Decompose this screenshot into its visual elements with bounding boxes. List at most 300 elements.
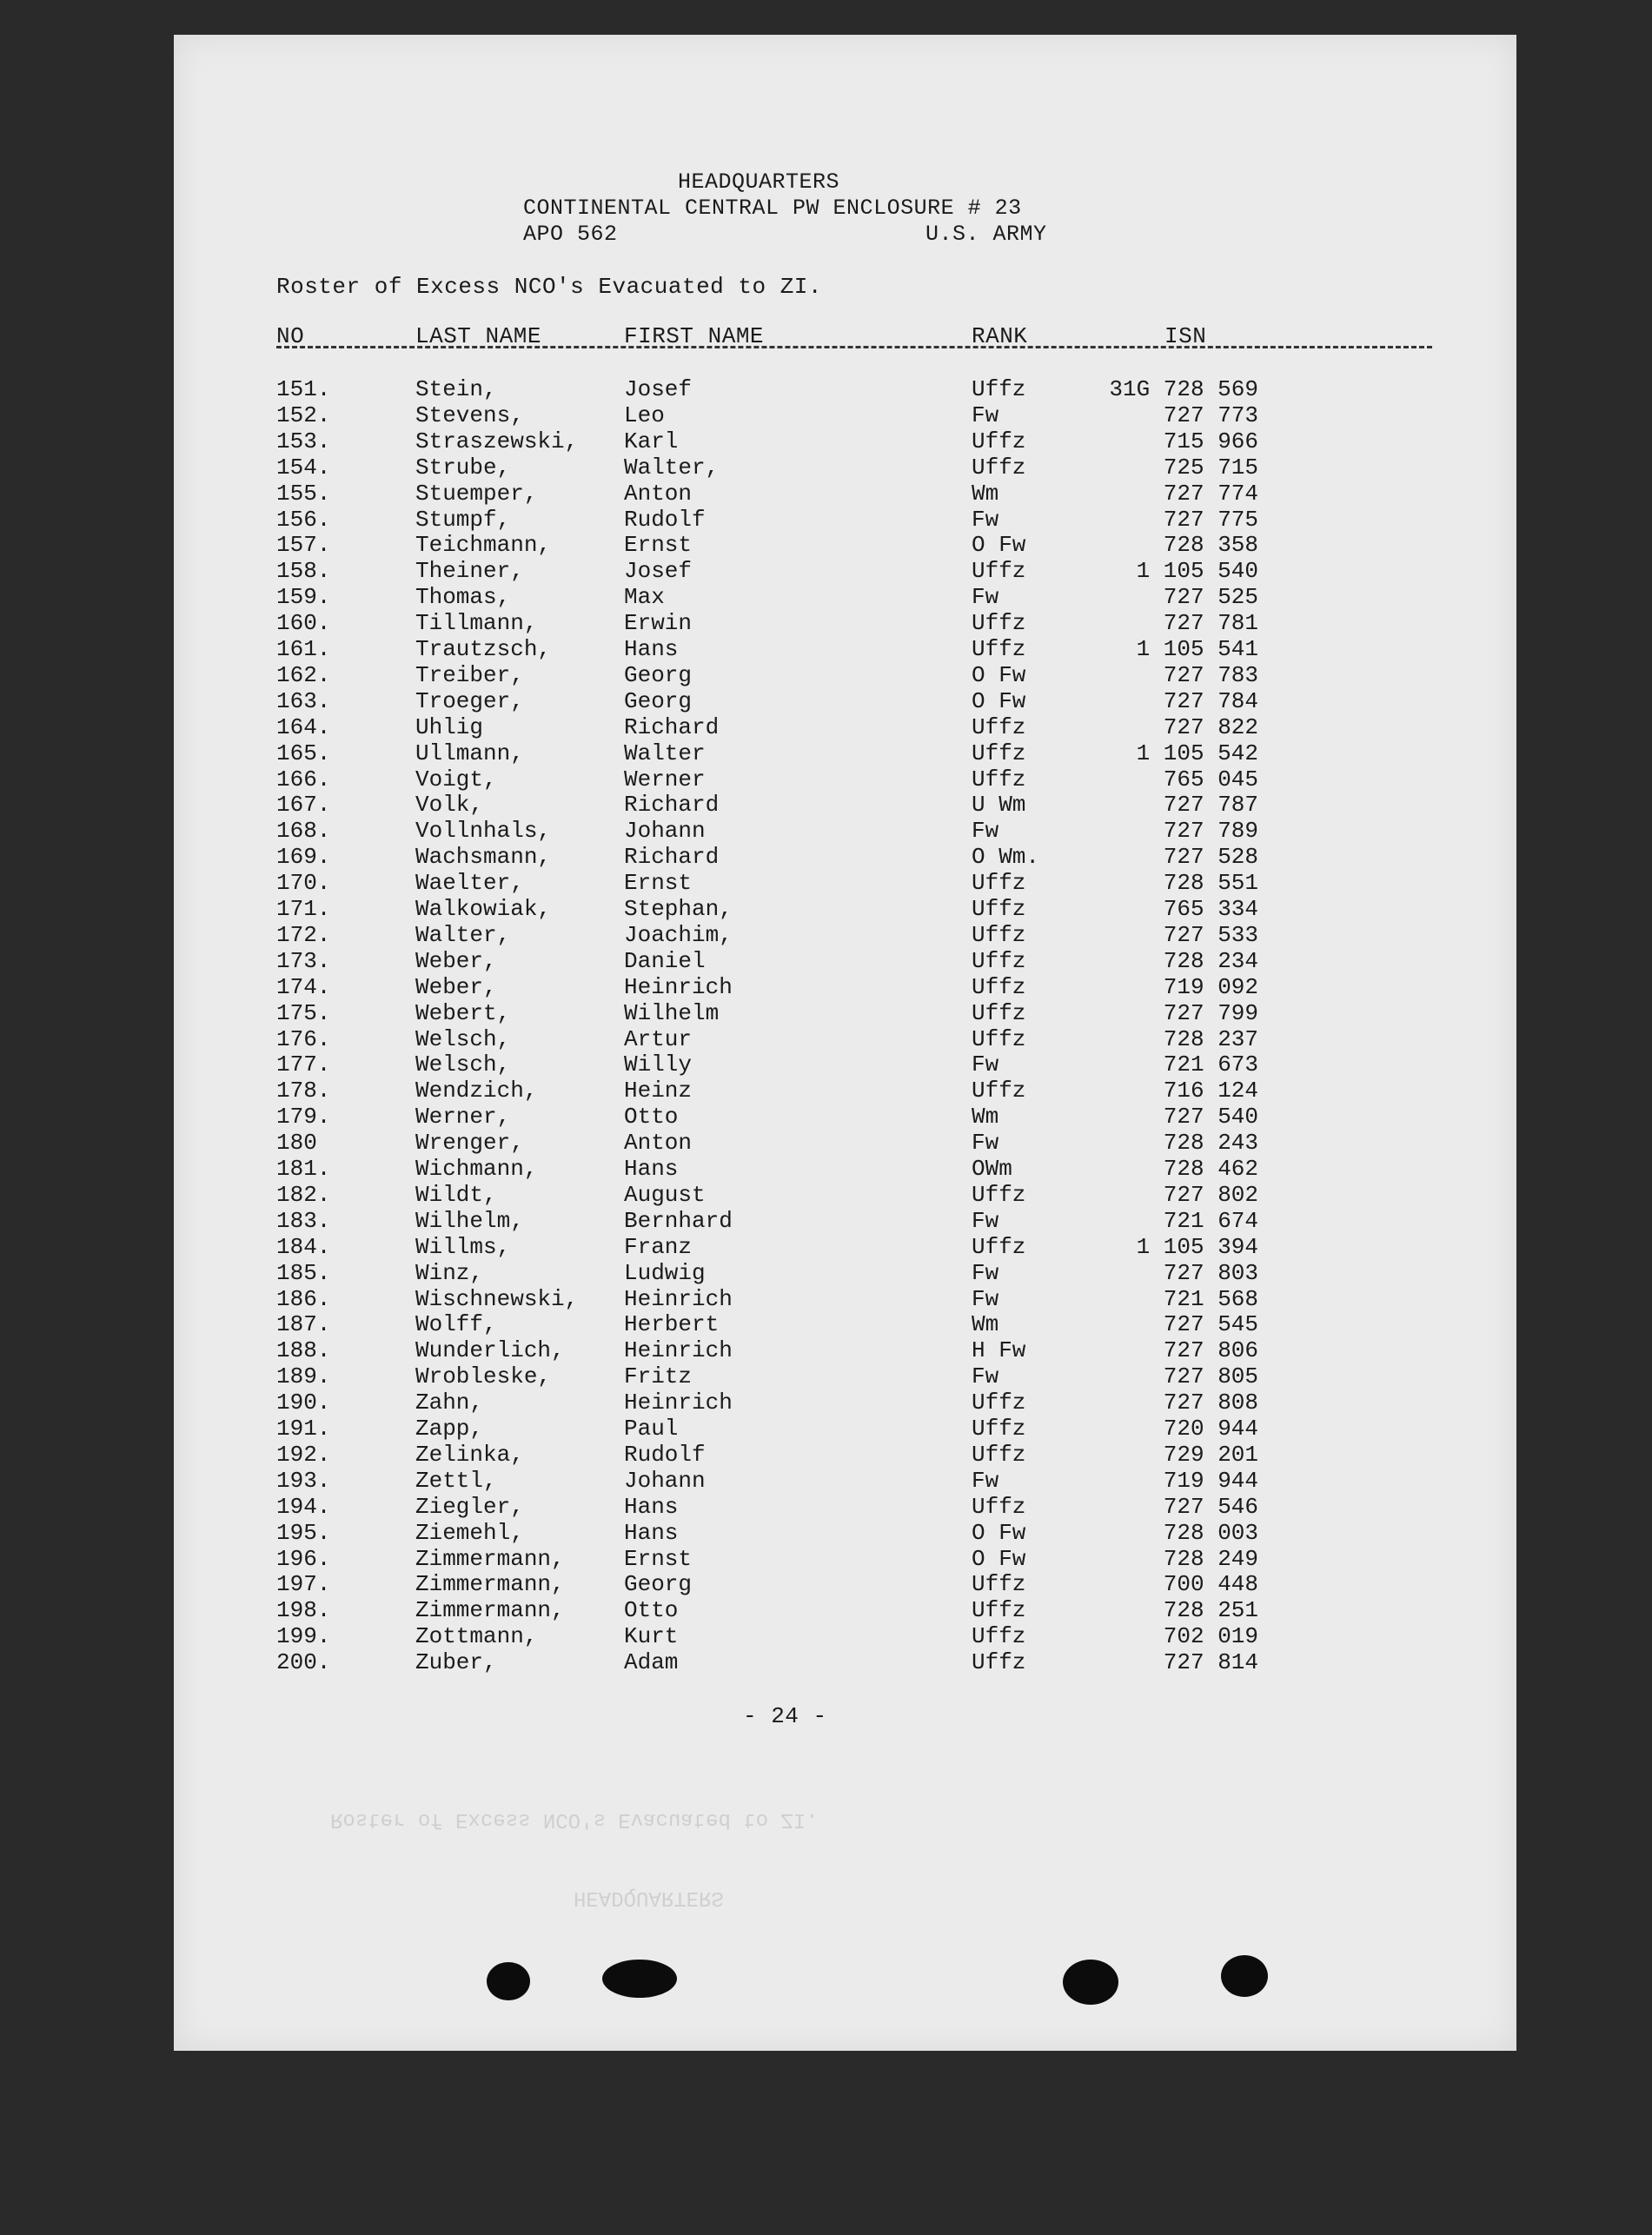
first-name-cell: Walter, xyxy=(624,454,720,481)
last-name-cell: Theiner, xyxy=(415,558,524,585)
row-number: 189. xyxy=(276,1363,331,1390)
isn-cell: 727 805 xyxy=(1163,1363,1258,1390)
table-row xyxy=(0,844,1652,870)
rank-cell: Uffz xyxy=(972,454,1026,481)
first-name-cell: Otto xyxy=(624,1597,679,1624)
last-name-cell: Webert, xyxy=(415,999,511,1026)
last-name-cell: Strube, xyxy=(415,454,511,481)
isn-cell: 728 551 xyxy=(1163,870,1258,897)
rank-cell: Wm xyxy=(972,1311,999,1338)
first-name-cell: Fritz xyxy=(624,1363,693,1390)
first-name-cell: Hans xyxy=(624,1519,679,1546)
first-name-cell: Joachim, xyxy=(624,921,733,948)
first-name-cell: Johann xyxy=(624,1467,706,1494)
table-row xyxy=(0,636,1652,662)
isn-cell: 719 092 xyxy=(1163,973,1258,1000)
isn-cell: 765 334 xyxy=(1163,896,1258,922)
table-row xyxy=(0,1260,1652,1286)
last-name-cell: Stumpf, xyxy=(415,506,511,533)
isn-cell: 727 528 xyxy=(1163,844,1258,871)
table-row xyxy=(0,714,1652,740)
row-number: 162. xyxy=(276,661,331,688)
row-number: 166. xyxy=(276,766,331,793)
last-name-cell: Wrenger, xyxy=(415,1130,524,1157)
first-name-cell: Anton xyxy=(624,1130,693,1157)
isn-cell: 728 234 xyxy=(1163,947,1258,974)
first-name-cell: Paul xyxy=(624,1416,679,1442)
row-number: 161. xyxy=(276,636,331,662)
row-number: 157. xyxy=(276,532,331,559)
row-number: 194. xyxy=(276,1493,331,1520)
rank-cell: O Wm. xyxy=(972,844,1040,871)
first-name-cell: Max xyxy=(624,584,665,611)
first-name-cell: Heinrich xyxy=(624,1337,733,1364)
first-name-cell: Walter xyxy=(624,739,706,766)
last-name-cell: Zimmermann, xyxy=(415,1545,565,1572)
first-name-cell: Richard xyxy=(624,713,720,740)
rank-cell: Uffz xyxy=(972,1025,1026,1052)
rank-cell: Uffz xyxy=(972,610,1026,637)
row-number: 170. xyxy=(276,870,331,897)
rank-cell: Uffz xyxy=(972,1441,1026,1468)
rank-cell: Wm xyxy=(972,480,999,507)
table-row xyxy=(0,376,1652,402)
row-number: 168. xyxy=(276,818,331,845)
last-name-cell: Teichmann, xyxy=(415,532,552,559)
table-row xyxy=(0,1337,1652,1363)
row-number: 160. xyxy=(276,610,331,637)
first-name-cell: Leo xyxy=(624,401,665,428)
first-name-cell: Heinz xyxy=(624,1078,693,1104)
first-name-cell: Hans xyxy=(624,1156,679,1182)
isn-cell: 727 533 xyxy=(1163,921,1258,948)
last-name-cell: Weber, xyxy=(415,973,497,1000)
last-name-cell: Zettl, xyxy=(415,1467,497,1494)
first-name-cell: Ernst xyxy=(624,1545,693,1572)
isn-cell: 716 124 xyxy=(1163,1078,1258,1104)
row-number: 156. xyxy=(276,506,331,533)
rank-cell: O Fw xyxy=(972,687,1026,714)
column-header-no: NO xyxy=(276,323,305,349)
row-number: 174. xyxy=(276,973,331,1000)
first-name-cell: Georg xyxy=(624,1571,693,1598)
rank-cell: Fw xyxy=(972,1363,999,1390)
page-number: - 24 - xyxy=(743,1703,827,1729)
rank-cell: Uffz xyxy=(972,1181,1026,1208)
isn-cell: 727 806 xyxy=(1163,1337,1258,1364)
header-enclosure: CONTINENTAL CENTRAL PW ENCLOSURE # 23 xyxy=(523,196,1022,221)
last-name-cell: Thomas, xyxy=(415,584,511,611)
row-number: 155. xyxy=(276,480,331,507)
first-name-cell: Ernst xyxy=(624,870,693,897)
isn-cell: 727 808 xyxy=(1163,1389,1258,1416)
isn-cell: 727 525 xyxy=(1163,584,1258,611)
last-name-cell: Wichmann, xyxy=(415,1156,538,1182)
first-name-cell: Johann xyxy=(624,818,706,845)
first-name-cell: Ernst xyxy=(624,532,693,559)
rank-cell: Fw xyxy=(972,1051,999,1078)
isn-cell: 728 358 xyxy=(1163,532,1258,559)
last-name-cell: Trautzsch, xyxy=(415,636,552,662)
row-number: 177. xyxy=(276,1051,331,1078)
isn-cell: 727 802 xyxy=(1163,1181,1258,1208)
table-row xyxy=(0,1208,1652,1234)
first-name-cell: Adam xyxy=(624,1649,679,1676)
row-number: 173. xyxy=(276,947,331,974)
table-row xyxy=(0,1078,1652,1104)
table-row xyxy=(0,1442,1652,1468)
page-title: Roster of Excess NCO's Evacuated to ZI. xyxy=(276,274,822,300)
isn-cell: 715 966 xyxy=(1163,428,1258,454)
first-name-cell: Werner xyxy=(624,766,706,793)
first-name-cell: Artur xyxy=(624,1025,693,1052)
isn-cell: 728 237 xyxy=(1163,1025,1258,1052)
last-name-cell: Wendzich, xyxy=(415,1078,538,1104)
last-name-cell: Stevens, xyxy=(415,401,524,428)
rank-cell: Uffz xyxy=(972,921,1026,948)
isn-cell: 728 243 xyxy=(1163,1130,1258,1157)
isn-cell: 721 673 xyxy=(1163,1051,1258,1078)
row-number: 158. xyxy=(276,558,331,585)
table-row xyxy=(0,818,1652,844)
rank-cell: U Wm xyxy=(972,792,1026,819)
last-name-cell: Wildt, xyxy=(415,1181,497,1208)
row-number: 176. xyxy=(276,1025,331,1052)
isn-cell: 702 019 xyxy=(1163,1623,1258,1650)
table-row xyxy=(0,1546,1652,1572)
isn-cell: 727 775 xyxy=(1163,506,1258,533)
row-number: 169. xyxy=(276,844,331,871)
first-name-cell: Otto xyxy=(624,1104,679,1131)
table-row xyxy=(0,1026,1652,1052)
table-row xyxy=(0,481,1652,507)
first-name-cell: Wilhelm xyxy=(624,999,720,1026)
table-row xyxy=(0,1182,1652,1208)
first-name-cell: Josef xyxy=(624,376,693,402)
last-name-cell: Waelter, xyxy=(415,870,524,897)
first-name-cell: Kurt xyxy=(624,1623,679,1650)
table-row xyxy=(0,1130,1652,1156)
rank-cell: Uffz xyxy=(972,947,1026,974)
rank-cell: Uffz xyxy=(972,376,1026,402)
last-name-cell: Zapp, xyxy=(415,1416,484,1442)
table-row xyxy=(0,1311,1652,1337)
last-name-cell: Wunderlich, xyxy=(415,1337,565,1364)
row-number: 154. xyxy=(276,454,331,481)
last-name-cell: Zahn, xyxy=(415,1389,484,1416)
isn-cell: 721 568 xyxy=(1163,1285,1258,1312)
rank-cell: Uffz xyxy=(972,896,1026,922)
header-headquarters: HEADQUARTERS xyxy=(678,169,840,195)
rank-cell: Fw xyxy=(972,818,999,845)
punch-hole xyxy=(1221,1955,1268,1997)
row-number: 152. xyxy=(276,401,331,428)
isn-cell: 721 674 xyxy=(1163,1207,1258,1234)
isn-cell: 720 944 xyxy=(1163,1416,1258,1442)
first-name-cell: Heinrich xyxy=(624,1285,733,1312)
first-name-cell: Stephan, xyxy=(624,896,733,922)
rank-cell: Uffz xyxy=(972,1493,1026,1520)
row-number: 181. xyxy=(276,1156,331,1182)
row-number: 198. xyxy=(276,1597,331,1624)
row-number: 178. xyxy=(276,1078,331,1104)
rank-cell: Fw xyxy=(972,1130,999,1157)
rank-cell: H Fw xyxy=(972,1337,1026,1364)
bleed-through-text: Roster of Excess NCO's Evacuated to ZI. xyxy=(330,1807,819,1831)
rank-cell: Fw xyxy=(972,1259,999,1286)
last-name-cell: Ziemehl, xyxy=(415,1519,524,1546)
first-name-cell: Daniel xyxy=(624,947,706,974)
isn-cell: 1 105 542 xyxy=(1136,739,1258,766)
rank-cell: Fw xyxy=(972,401,999,428)
row-number: 197. xyxy=(276,1571,331,1598)
row-number: 184. xyxy=(276,1233,331,1260)
rank-cell: Uffz xyxy=(972,1078,1026,1104)
row-number: 190. xyxy=(276,1389,331,1416)
row-number: 171. xyxy=(276,896,331,922)
rank-cell: Uffz xyxy=(972,973,1026,1000)
row-number: 193. xyxy=(276,1467,331,1494)
last-name-cell: Ullmann, xyxy=(415,739,524,766)
last-name-cell: Wilhelm, xyxy=(415,1207,524,1234)
table-row xyxy=(0,1416,1652,1442)
isn-cell: 727 784 xyxy=(1163,687,1258,714)
last-name-cell: Wischnewski, xyxy=(415,1285,579,1312)
punch-hole xyxy=(602,1960,677,1998)
table-row xyxy=(0,584,1652,610)
last-name-cell: Volk, xyxy=(415,792,484,819)
table-row xyxy=(0,558,1652,584)
table-row xyxy=(0,974,1652,1000)
rank-cell: Uffz xyxy=(972,713,1026,740)
last-name-cell: Zuber, xyxy=(415,1649,497,1676)
first-name-cell: Heinrich xyxy=(624,973,733,1000)
rank-cell: Uffz xyxy=(972,1416,1026,1442)
isn-cell: 727 774 xyxy=(1163,480,1258,507)
row-number: 163. xyxy=(276,687,331,714)
table-row xyxy=(0,507,1652,533)
last-name-cell: Wrobleske, xyxy=(415,1363,552,1390)
row-number: 200. xyxy=(276,1649,331,1676)
table-row xyxy=(0,740,1652,766)
row-number: 182. xyxy=(276,1181,331,1208)
first-name-cell: Rudolf xyxy=(624,1441,706,1468)
row-number: 185. xyxy=(276,1259,331,1286)
last-name-cell: Werner, xyxy=(415,1104,511,1131)
table-row xyxy=(0,1104,1652,1130)
first-name-cell: Heinrich xyxy=(624,1389,733,1416)
rank-cell: Fw xyxy=(972,584,999,611)
first-name-cell: Ludwig xyxy=(624,1259,706,1286)
last-name-cell: Walkowiak, xyxy=(415,896,552,922)
isn-cell: 727 803 xyxy=(1163,1259,1258,1286)
table-row xyxy=(0,1156,1652,1182)
first-name-cell: Karl xyxy=(624,428,679,454)
rank-cell: O Fw xyxy=(972,1545,1026,1572)
isn-cell: 727 781 xyxy=(1163,610,1258,637)
table-row xyxy=(0,688,1652,714)
row-number: 159. xyxy=(276,584,331,611)
isn-cell: 728 251 xyxy=(1163,1597,1258,1624)
first-name-cell: Richard xyxy=(624,792,720,819)
row-number: 199. xyxy=(276,1623,331,1650)
last-name-cell: Walter, xyxy=(415,921,511,948)
row-number: 175. xyxy=(276,999,331,1026)
rank-cell: Uffz xyxy=(972,558,1026,585)
last-name-cell: Winz, xyxy=(415,1259,484,1286)
last-name-cell: Welsch, xyxy=(415,1025,511,1052)
column-header-isn: ISN xyxy=(1164,323,1207,349)
column-header-first-name: FIRST NAME xyxy=(624,323,765,349)
rank-cell: Fw xyxy=(972,1285,999,1312)
rank-cell: Uffz xyxy=(972,999,1026,1026)
isn-cell: 727 799 xyxy=(1163,999,1258,1026)
first-name-cell: Anton xyxy=(624,480,693,507)
row-number: 172. xyxy=(276,921,331,948)
rank-cell: Fw xyxy=(972,1467,999,1494)
table-row xyxy=(0,870,1652,896)
rank-cell: Uffz xyxy=(972,1571,1026,1598)
table-row xyxy=(0,1623,1652,1649)
last-name-cell: Welsch, xyxy=(415,1051,511,1078)
rank-cell: Uffz xyxy=(972,1623,1026,1650)
isn-cell: 727 540 xyxy=(1163,1104,1258,1131)
last-name-cell: Stuemper, xyxy=(415,480,538,507)
isn-cell: 31G 728 569 xyxy=(1109,376,1258,402)
table-row xyxy=(0,1468,1652,1494)
row-number: 186. xyxy=(276,1285,331,1312)
rank-cell: O Fw xyxy=(972,532,1026,559)
last-name-cell: Straszewski, xyxy=(415,428,579,454)
rank-cell: Wm xyxy=(972,1104,999,1131)
first-name-cell: Rudolf xyxy=(624,506,706,533)
first-name-cell: Georg xyxy=(624,687,693,714)
last-name-cell: Tillmann, xyxy=(415,610,538,637)
isn-cell: 1 105 540 xyxy=(1136,558,1258,585)
table-row xyxy=(0,428,1652,454)
row-number: 192. xyxy=(276,1441,331,1468)
isn-cell: 727 546 xyxy=(1163,1493,1258,1520)
first-name-cell: August xyxy=(624,1181,706,1208)
row-number: 183. xyxy=(276,1207,331,1234)
last-name-cell: Zelinka, xyxy=(415,1441,524,1468)
header-army: U.S. ARMY xyxy=(926,222,1047,247)
last-name-cell: Vollnhals, xyxy=(415,818,552,845)
rank-cell: Fw xyxy=(972,1207,999,1234)
table-row xyxy=(0,454,1652,481)
last-name-cell: Treiber, xyxy=(415,661,524,688)
isn-cell: 727 822 xyxy=(1163,713,1258,740)
first-name-cell: Hans xyxy=(624,1493,679,1520)
row-number: 179. xyxy=(276,1104,331,1131)
table-row xyxy=(0,1234,1652,1260)
rank-cell: O Fw xyxy=(972,661,1026,688)
isn-cell: 728 462 xyxy=(1163,1156,1258,1182)
punch-hole xyxy=(487,1962,530,2000)
first-name-cell: Richard xyxy=(624,844,720,871)
row-number: 188. xyxy=(276,1337,331,1364)
row-number: 164. xyxy=(276,713,331,740)
bleed-through-text: HEADQUARTERS xyxy=(574,1886,724,1909)
isn-cell: 727 789 xyxy=(1163,818,1258,845)
isn-cell: 727 787 xyxy=(1163,792,1258,819)
last-name-cell: Zimmermann, xyxy=(415,1597,565,1624)
table-row xyxy=(0,922,1652,948)
header-apo: APO 562 xyxy=(523,222,618,247)
column-header-last-name: LAST NAME xyxy=(415,323,541,349)
first-name-cell: Hans xyxy=(624,636,679,662)
rank-cell: Uffz xyxy=(972,1597,1026,1624)
rank-cell: Uffz xyxy=(972,870,1026,897)
table-row xyxy=(0,1597,1652,1623)
row-number: 167. xyxy=(276,792,331,819)
rank-cell: Uffz xyxy=(972,636,1026,662)
isn-cell: 1 105 394 xyxy=(1136,1233,1258,1260)
last-name-cell: Weber, xyxy=(415,947,497,974)
table-row xyxy=(0,896,1652,922)
isn-cell: 725 715 xyxy=(1163,454,1258,481)
isn-cell: 727 814 xyxy=(1163,1649,1258,1676)
last-name-cell: Uhlig xyxy=(415,713,484,740)
rank-cell: Fw xyxy=(972,506,999,533)
first-name-cell: Georg xyxy=(624,661,693,688)
table-row xyxy=(0,792,1652,818)
table-row xyxy=(0,1000,1652,1026)
table-row xyxy=(0,532,1652,558)
last-name-cell: Willms, xyxy=(415,1233,511,1260)
isn-cell: 727 783 xyxy=(1163,661,1258,688)
first-name-cell: Herbert xyxy=(624,1311,720,1338)
last-name-cell: Wachsmann, xyxy=(415,844,552,871)
row-number: 195. xyxy=(276,1519,331,1546)
rank-cell: Uffz xyxy=(972,1389,1026,1416)
last-name-cell: Zottmann, xyxy=(415,1623,538,1650)
isn-cell: 700 448 xyxy=(1163,1571,1258,1598)
rank-cell: Uffz xyxy=(972,428,1026,454)
first-name-cell: Josef xyxy=(624,558,693,585)
isn-cell: 728 003 xyxy=(1163,1519,1258,1546)
row-number: 151. xyxy=(276,376,331,402)
last-name-cell: Wolff, xyxy=(415,1311,497,1338)
isn-cell: 727 773 xyxy=(1163,401,1258,428)
isn-cell: 765 045 xyxy=(1163,766,1258,793)
table-row xyxy=(0,610,1652,636)
rank-cell: Uffz xyxy=(972,739,1026,766)
table-row xyxy=(0,1494,1652,1520)
row-number: 153. xyxy=(276,428,331,454)
last-name-cell: Stein, xyxy=(415,376,497,402)
first-name-cell: Franz xyxy=(624,1233,693,1260)
table-row xyxy=(0,1363,1652,1389)
rank-cell: Uffz xyxy=(972,766,1026,793)
table-row xyxy=(0,402,1652,428)
row-number: 196. xyxy=(276,1545,331,1572)
rank-cell: OWm xyxy=(972,1156,1012,1182)
punch-hole xyxy=(1063,1960,1118,2005)
rank-cell: O Fw xyxy=(972,1519,1026,1546)
last-name-cell: Zimmermann, xyxy=(415,1571,565,1598)
last-name-cell: Voigt, xyxy=(415,766,497,793)
table-row xyxy=(0,1571,1652,1597)
row-number: 191. xyxy=(276,1416,331,1442)
first-name-cell: Bernhard xyxy=(624,1207,733,1234)
row-number: 165. xyxy=(276,739,331,766)
isn-cell: 719 944 xyxy=(1163,1467,1258,1494)
isn-cell: 727 545 xyxy=(1163,1311,1258,1338)
table-row xyxy=(0,662,1652,688)
table-row xyxy=(0,1051,1652,1078)
last-name-cell: Ziegler, xyxy=(415,1493,524,1520)
